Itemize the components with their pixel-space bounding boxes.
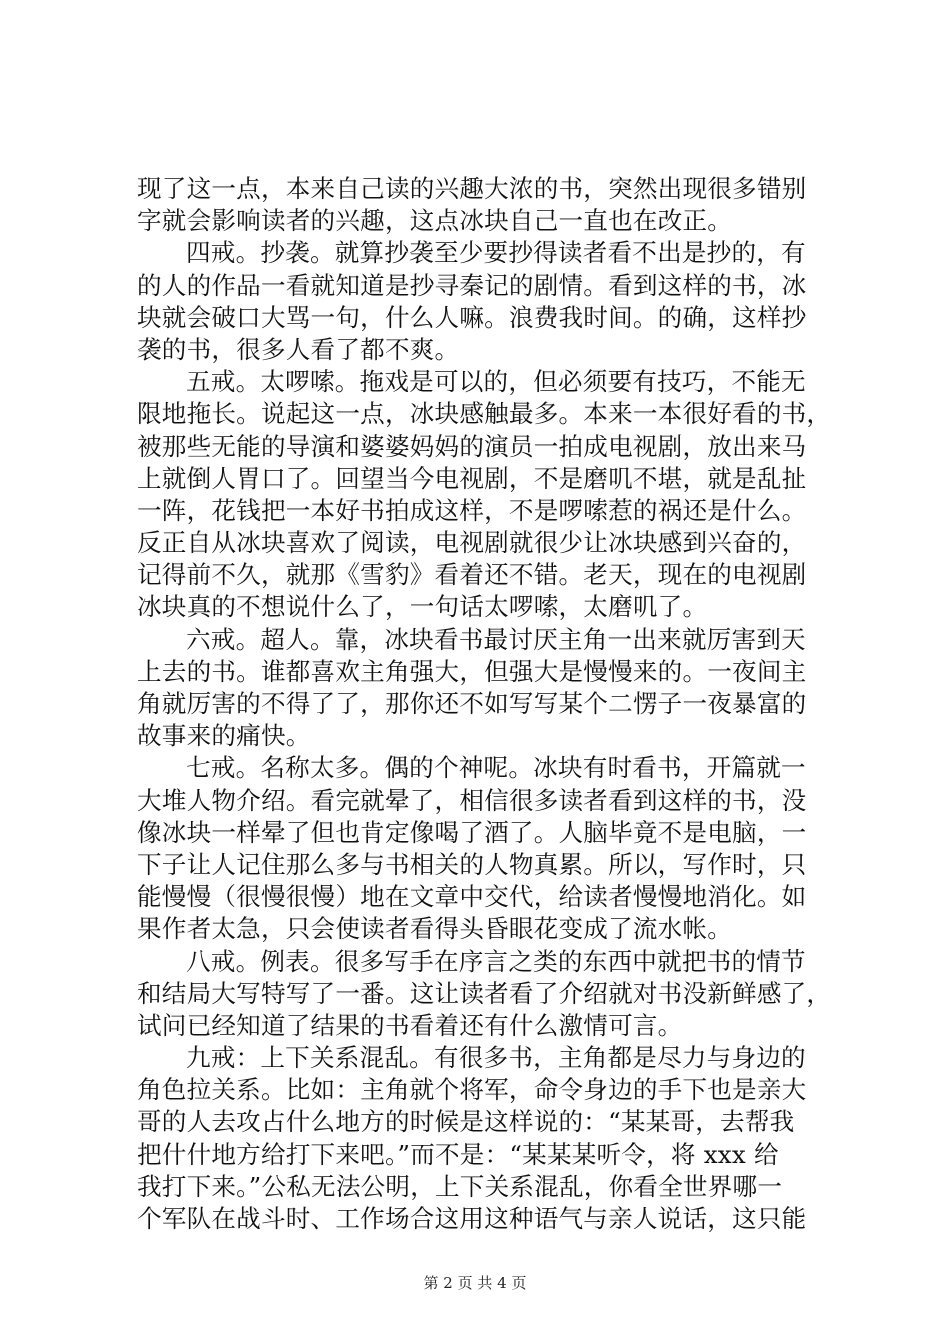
text-line: 的人的作品一看就知道是抄寻秦记的剧情。看到这样的书，冰 <box>137 270 807 300</box>
text-line: 五戒。太啰嗦。拖戏是可以的，但必须要有技巧，不能无 <box>186 367 806 397</box>
text-line: 反正自从冰块喜欢了阅读，电视剧就很少让冰块感到兴奋的， <box>137 528 807 558</box>
text-line: 下子让人记住那么多与书相关的人物真累。所以，写作时，只 <box>137 849 807 879</box>
text-line: 角就厉害的不得了了，那你还不如写写某个二愣子一夜暴富的 <box>137 689 807 718</box>
body-text <box>137 173 832 1235</box>
text-line: 七戒。名称太多。偶的个神呢。冰块有时看书，开篇就一 <box>186 753 806 783</box>
text-line: 我打下来。”公私无法公明，上下关系混乱，你看全世界哪一 <box>137 1171 783 1201</box>
text-line: 哥的人去攻占什么地方的时候是这样说的：“某某哥，去帮我 <box>137 1107 795 1137</box>
text-line: 角色拉关系。比如：主角就个将军，命令身边的手下也是亲大 <box>137 1075 807 1105</box>
text-line: 八戒。例表。很多写手在序言之类的东西中就把书的情节 <box>186 946 806 976</box>
page-footer: 第 2 页 共 4 页 <box>423 1274 527 1292</box>
text-line: 上去的书。谁都喜欢主角强大，但强大是慢慢来的。一夜间主 <box>137 656 807 686</box>
text-line: 个军队在战斗时、工作场合这用这种语气与亲人说话，这只能 <box>137 1204 807 1233</box>
text-line: 一阵，花钱把一本好书拍成这样，不是啰嗦惹的祸还是什么。 <box>137 495 807 525</box>
text-line: 和结局大写特写了一番。这让读者看了介绍就对书没新鲜感了， <box>137 978 832 1008</box>
text-line: 字就会影响读者的兴趣，这点冰块自己一直也在改正。 <box>137 206 733 236</box>
text-line: 冰块真的不想说什么了，一句话太啰嗦，太磨叽了。 <box>137 592 708 622</box>
text-line: 袭的书，很多人看了都不爽。 <box>137 334 460 364</box>
text-line: 六戒。超人。靠，冰块看书最讨厌主角一出来就厉害到天 <box>186 624 806 654</box>
text-line: 上就倒人胃口了。回望当今电视剧，不是磨叽不堪，就是乱扯 <box>137 463 807 493</box>
text-line: 九戒：上下关系混乱。有很多书，主角都是尽力与身边的 <box>186 1043 806 1073</box>
text-line: 把什什地方给打下来吧。”而不是：“某某某听令，将 xxx 给 <box>137 1139 779 1169</box>
text-line: 像冰块一样晕了但也肯定像喝了酒了。人脑毕竟不是电脑，一 <box>137 817 807 847</box>
text-line: 现了这一点，本来自己读的兴趣大浓的书，突然出现很多错别 <box>137 174 807 203</box>
text-line: 故事来的痛快。 <box>137 721 311 751</box>
text-line: 被那些无能的导演和婆婆妈妈的演员一拍成电视剧，放出来马 <box>137 431 807 461</box>
text-line: 记得前不久，就那《雪豹》看着还不错。老天，现在的电视剧 <box>137 560 807 590</box>
text-line: 大堆人物介绍。看完就晕了，相信很多读者看到这样的书，没 <box>137 785 807 815</box>
text-line: 限地拖长。说起这一点，冰块感触最多。本来一本很好看的书， <box>137 399 832 429</box>
text-line: 四戒。抄袭。就算抄袭至少要抄得读者看不出是抄的，有 <box>186 238 806 268</box>
text-line: 试问已经知道了结果的书看着还有什么激情可言。 <box>137 1010 683 1040</box>
text-line: 果作者太急，只会使读者看得头昏眼花变成了流水帐。 <box>137 914 733 944</box>
text-line: 能慢慢（很慢很慢）地在文章中交代，给读者慢慢地消化。如 <box>137 882 807 912</box>
text-line: 块就会破口大骂一句，什么人嘛。浪费我时间。的确，这样抄 <box>137 302 807 332</box>
